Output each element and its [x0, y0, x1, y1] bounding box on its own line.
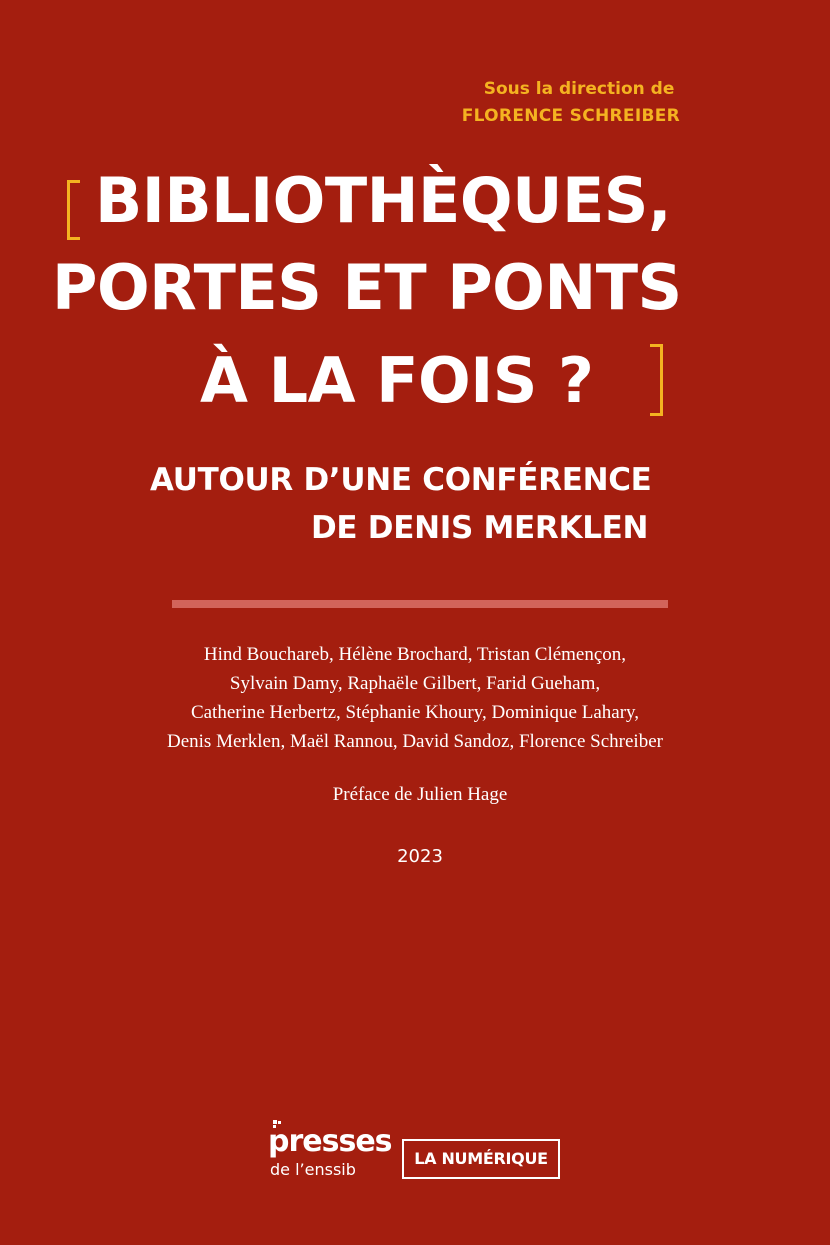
authors-line: Sylvain Damy, Raphaële Gilbert, Farid Gueham,	[229, 673, 601, 694]
subtitle-line-2: DE DENIS MERKLEN	[311, 510, 649, 546]
title-line-3: À LA FOIS ?	[200, 344, 594, 417]
right-bracket-decoration	[650, 344, 663, 416]
editor-block	[462, 76, 680, 130]
left-bracket-decoration	[67, 180, 80, 240]
preface-credit: Préface de Julien Hage	[332, 784, 508, 805]
divider-rule	[172, 600, 668, 608]
collection-badge: LA NUMÉRIQUE	[402, 1139, 560, 1179]
authors-line: Catherine Herbertz, Stéphanie Khoury, Dominique Lahary,	[190, 702, 640, 723]
authors-line: Denis Merklen, Maël Rannou, David Sandoz, Florence Schreiber	[167, 731, 663, 752]
authors-line: Hind Bouchareb, Hélène Brochard, Tristan Clémençon,	[203, 644, 627, 665]
title-line-1: BIBLIOTHÈQUES,	[95, 164, 672, 237]
direction-label: Sous la direction de	[483, 79, 675, 99]
title-line-2: PORTES ET PONTS	[52, 251, 682, 324]
subtitle-line-1: AUTOUR D’UNE CONFÉRENCE	[150, 462, 652, 498]
editor-name: FLORENCE SCHREIBER	[461, 106, 680, 126]
publisher-name: presses	[268, 1124, 392, 1159]
publisher-logo	[268, 1120, 392, 1190]
publisher-subname: de l’enssib	[270, 1160, 356, 1179]
publication-year: 2023	[397, 846, 443, 867]
authors-list	[60, 640, 770, 756]
